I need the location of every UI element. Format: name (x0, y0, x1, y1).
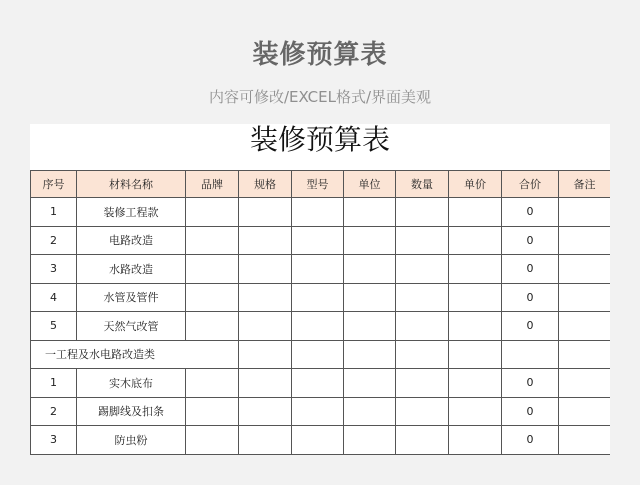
cell-note[interactable] (559, 369, 611, 398)
cell-quantity[interactable] (396, 198, 449, 227)
spreadsheet (30, 124, 610, 455)
cell-material[interactable]: 实木底布 (77, 369, 186, 398)
cell-note[interactable] (559, 226, 611, 255)
table-row (31, 198, 611, 227)
cell-quantity[interactable] (396, 226, 449, 255)
cell-brand[interactable] (186, 226, 239, 255)
cell-quantity[interactable] (396, 369, 449, 398)
cell-unit[interactable] (344, 426, 396, 455)
col-header-total[interactable]: 合价 (502, 171, 559, 198)
col-header-spec[interactable]: 规格 (239, 171, 292, 198)
cell-unit[interactable] (344, 369, 396, 398)
table-row (31, 283, 611, 312)
col-header-unit[interactable]: 单位 (344, 171, 396, 198)
cell-brand[interactable] (186, 397, 239, 426)
cell-unit[interactable] (344, 255, 396, 284)
cell-model[interactable] (292, 226, 344, 255)
cell-total[interactable]: 0 (502, 198, 559, 227)
cell-quantity[interactable] (396, 283, 449, 312)
cell-price[interactable] (449, 283, 502, 312)
cell-unit[interactable] (344, 226, 396, 255)
cell-model[interactable] (292, 255, 344, 284)
group-label[interactable]: 一工程及水电路改造类 (31, 340, 239, 369)
cell-unit[interactable] (344, 397, 396, 426)
cell-material[interactable]: 水路改造 (77, 255, 186, 284)
cell-note[interactable] (559, 312, 611, 341)
cell-note[interactable] (559, 340, 611, 369)
cell-model[interactable] (292, 397, 344, 426)
cell-no[interactable]: 3 (31, 426, 77, 455)
cell-unit[interactable] (344, 283, 396, 312)
table-row (31, 369, 611, 398)
cell-note[interactable] (559, 426, 611, 455)
cell-spec[interactable] (239, 312, 292, 341)
cell-no[interactable]: 1 (31, 198, 77, 227)
cell-total[interactable]: 0 (502, 426, 559, 455)
cell-model[interactable] (292, 369, 344, 398)
col-header-model[interactable]: 型号 (292, 171, 344, 198)
cell-total[interactable]: 0 (502, 369, 559, 398)
cell-unit[interactable] (344, 340, 396, 369)
table-row (31, 397, 611, 426)
table-row (31, 255, 611, 284)
cell-note[interactable] (559, 397, 611, 426)
cell-price[interactable] (449, 255, 502, 284)
banner-title: 装修预算表 (252, 40, 388, 70)
cell-quantity[interactable] (396, 340, 449, 369)
cell-material[interactable]: 踢脚线及扣条 (77, 397, 186, 426)
cell-brand[interactable] (186, 369, 239, 398)
cell-model[interactable] (292, 198, 344, 227)
cell-material[interactable]: 装修工程款 (77, 198, 186, 227)
cell-total[interactable]: 0 (502, 283, 559, 312)
cell-total[interactable]: 0 (502, 312, 559, 341)
col-header-quantity[interactable]: 数量 (396, 171, 449, 198)
cell-model[interactable] (292, 426, 344, 455)
budget-table (30, 170, 610, 455)
cell-model[interactable] (292, 283, 344, 312)
cell-no[interactable]: 5 (31, 312, 77, 341)
cell-brand[interactable] (186, 255, 239, 284)
cell-note[interactable] (559, 255, 611, 284)
cell-material[interactable]: 天然气改管 (77, 312, 186, 341)
cell-material[interactable]: 水管及管件 (77, 283, 186, 312)
cell-no[interactable]: 2 (31, 397, 77, 426)
cell-price[interactable] (449, 198, 502, 227)
banner-subtitle: 内容可修改/EXCEL格式/界面美观 (208, 88, 432, 106)
col-header-note[interactable]: 备注 (559, 171, 611, 198)
cell-quantity[interactable] (396, 426, 449, 455)
cell-price[interactable] (449, 369, 502, 398)
cell-brand[interactable] (186, 312, 239, 341)
cell-price[interactable] (449, 226, 502, 255)
cell-no[interactable]: 4 (31, 283, 77, 312)
cell-spec[interactable] (239, 255, 292, 284)
cell-no[interactable]: 2 (31, 226, 77, 255)
cell-total[interactable]: 0 (502, 397, 559, 426)
table-row (31, 426, 611, 455)
table-header-row (31, 171, 611, 198)
cell-price[interactable] (449, 397, 502, 426)
cell-quantity[interactable] (396, 397, 449, 426)
cell-unit[interactable] (344, 312, 396, 341)
cell-spec[interactable] (239, 426, 292, 455)
table-group-row (31, 340, 611, 369)
cell-quantity[interactable] (396, 312, 449, 341)
cell-material[interactable]: 电路改造 (77, 226, 186, 255)
cell-note[interactable] (559, 283, 611, 312)
cell-spec[interactable] (239, 283, 292, 312)
cell-no[interactable]: 1 (31, 369, 77, 398)
col-header-material[interactable]: 材料名称 (77, 171, 186, 198)
cell-quantity[interactable] (396, 255, 449, 284)
sheet-title: 装修预算表 (249, 124, 390, 156)
cell-unit[interactable] (344, 198, 396, 227)
col-header-brand[interactable]: 品牌 (186, 171, 239, 198)
table-row (31, 312, 611, 341)
col-header-price[interactable]: 单价 (449, 171, 502, 198)
cell-no[interactable]: 3 (31, 255, 77, 284)
table-row (31, 226, 611, 255)
cell-price[interactable] (449, 312, 502, 341)
col-header-no[interactable]: 序号 (31, 171, 77, 198)
cell-spec[interactable] (239, 226, 292, 255)
cell-price[interactable] (449, 426, 502, 455)
cell-model[interactable] (292, 312, 344, 341)
cell-note[interactable] (559, 198, 611, 227)
cell-spec[interactable] (239, 397, 292, 426)
cell-brand[interactable] (186, 283, 239, 312)
cell-price[interactable] (449, 340, 502, 369)
cell-total[interactable] (502, 340, 559, 369)
cell-total[interactable]: 0 (502, 226, 559, 255)
cell-material[interactable]: 防虫粉 (77, 426, 186, 455)
cell-spec[interactable] (239, 369, 292, 398)
cell-spec[interactable] (239, 198, 292, 227)
cell-spec[interactable] (239, 340, 292, 369)
cell-total[interactable]: 0 (502, 255, 559, 284)
cell-brand[interactable] (186, 198, 239, 227)
cell-model[interactable] (292, 340, 344, 369)
cell-brand[interactable] (186, 426, 239, 455)
